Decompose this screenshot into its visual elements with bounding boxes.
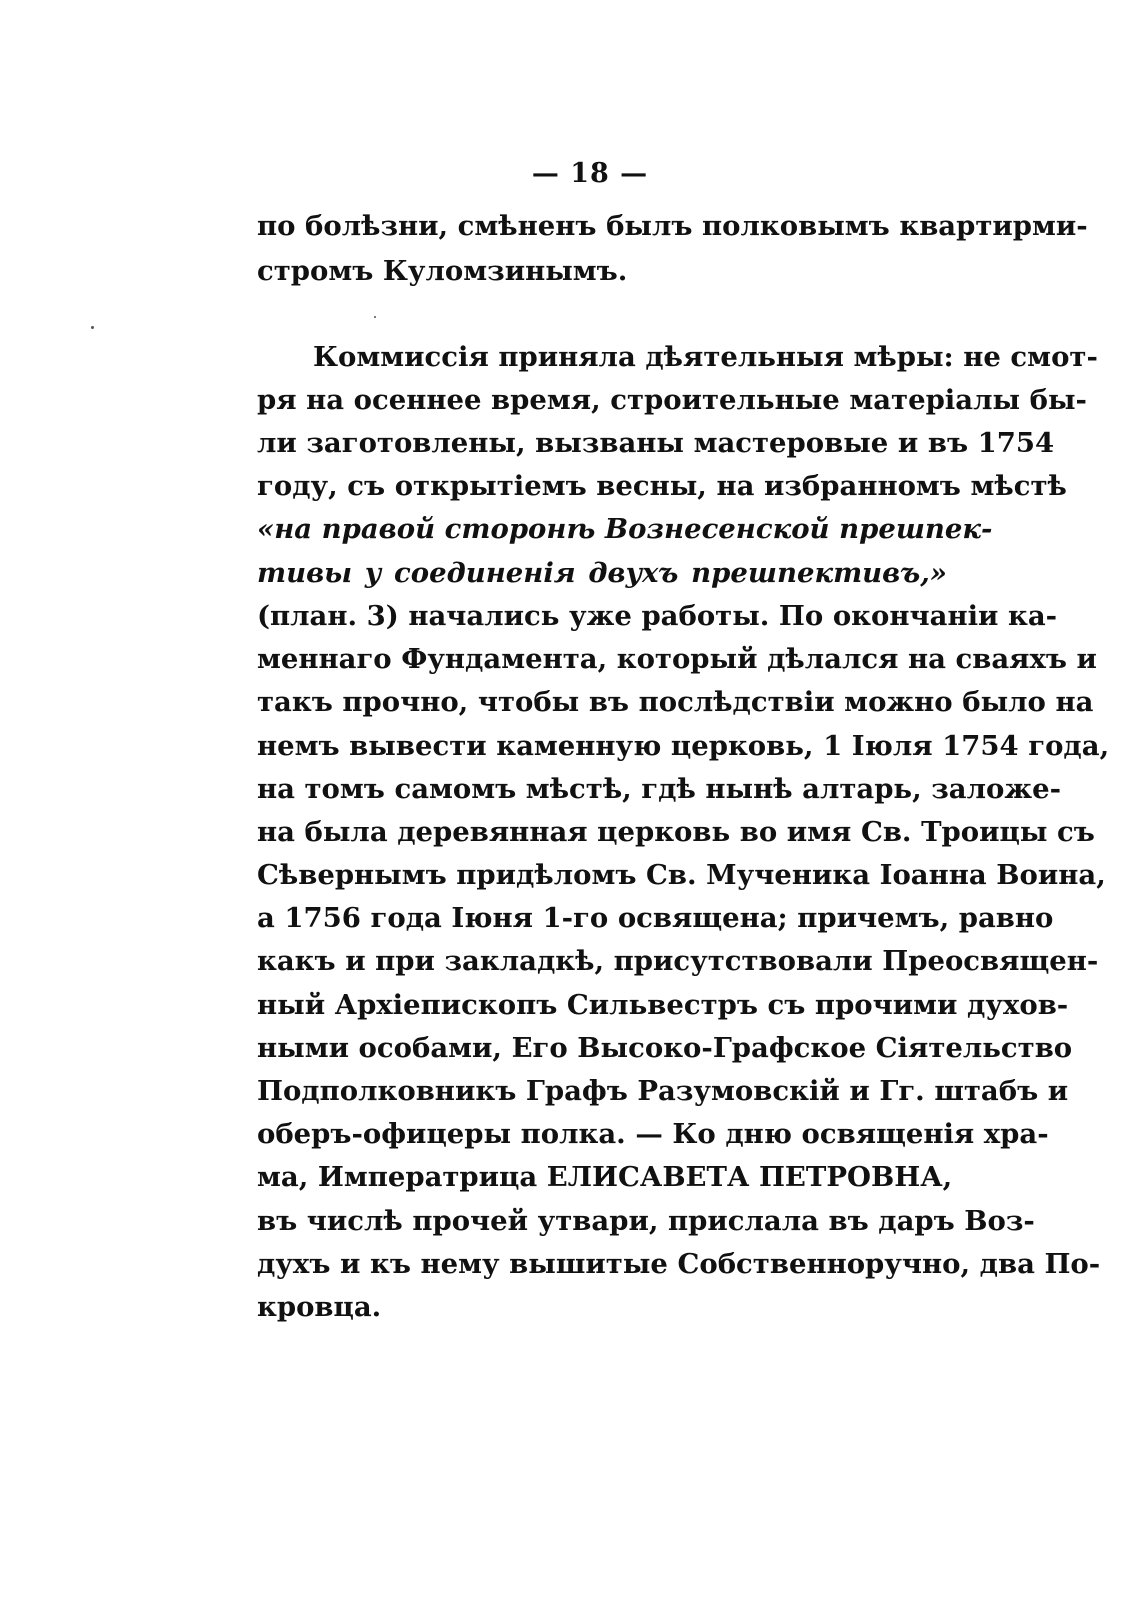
quoted-italic-line: «на правой сторонѣ Вознесенской прешпек- bbox=[257, 513, 993, 545]
text-line: меннаго Фундамента, который дѣлался на сваяхъ и bbox=[257, 643, 1097, 675]
scan-speck bbox=[91, 326, 94, 329]
text-line: ный Архіепископъ Сильвестръ съ прочими духов- bbox=[257, 989, 1069, 1021]
text-line: а 1756 года Іюня 1-го освящена; причемъ, равно bbox=[257, 902, 1054, 934]
text-line: оберъ-офицеры полка. — Ко дню освященія хра- bbox=[257, 1118, 1049, 1150]
text-line: (план. 3) начались уже работы. По окончаніи ка- bbox=[257, 600, 1058, 632]
text-line: ли заготовлены, вызваны мастеровые и въ 1754 bbox=[257, 427, 1055, 459]
text-line: кровца. bbox=[257, 1291, 382, 1323]
text-line: по болѣзни, смѣненъ былъ полковымъ квартирми- bbox=[257, 210, 1088, 242]
text-line: году, съ открытіемъ весны, на избранномъ мѣстѣ bbox=[257, 470, 1067, 502]
page-number: — 18 — bbox=[531, 158, 649, 189]
text-line: Сѣвернымъ придѣломъ Св. Мученика Іоанна Воина, bbox=[257, 859, 1106, 891]
paragraph-first-line: Коммиссія приняла дѣятельныя мѣры: не смот- bbox=[313, 341, 1098, 373]
quoted-italic-line: тивы у соединенія двухъ прешпективъ,» bbox=[257, 557, 947, 589]
text-line: духъ и къ нему вышитые Собственноручно, два По- bbox=[257, 1248, 1101, 1280]
text-line: ря на осеннее время, строительные матеріалы бы- bbox=[257, 384, 1087, 416]
text-line: ными особами, Его Высоко-Графское Сіятельство bbox=[257, 1032, 1073, 1064]
text-line: въ числѣ прочей утвари, прислала въ даръ Воз- bbox=[257, 1205, 1035, 1237]
text-line: немъ вывести каменную церковь, 1 Іюля 1754 года, bbox=[257, 730, 1110, 762]
text-line: какъ и при закладкѣ, присутствовали Преосвящен- bbox=[257, 945, 1099, 977]
text-line: ма, Императрица ЕЛИСАВЕТА ПЕТРОВНА, bbox=[257, 1161, 953, 1193]
text-line: стромъ Куломзинымъ. bbox=[257, 255, 628, 287]
text-line: Подполковникъ Графъ Разумовскій и Гг. штабъ и bbox=[257, 1075, 1069, 1107]
text-line: на томъ самомъ мѣстѣ, гдѣ нынѣ алтарь, заложе- bbox=[257, 773, 1062, 805]
text-line: на была деревянная церковь во имя Св. Троицы съ bbox=[257, 816, 1095, 848]
scan-speck bbox=[374, 316, 376, 318]
text-line: такъ прочно, чтобы въ послѣдствіи можно было на bbox=[257, 686, 1094, 718]
